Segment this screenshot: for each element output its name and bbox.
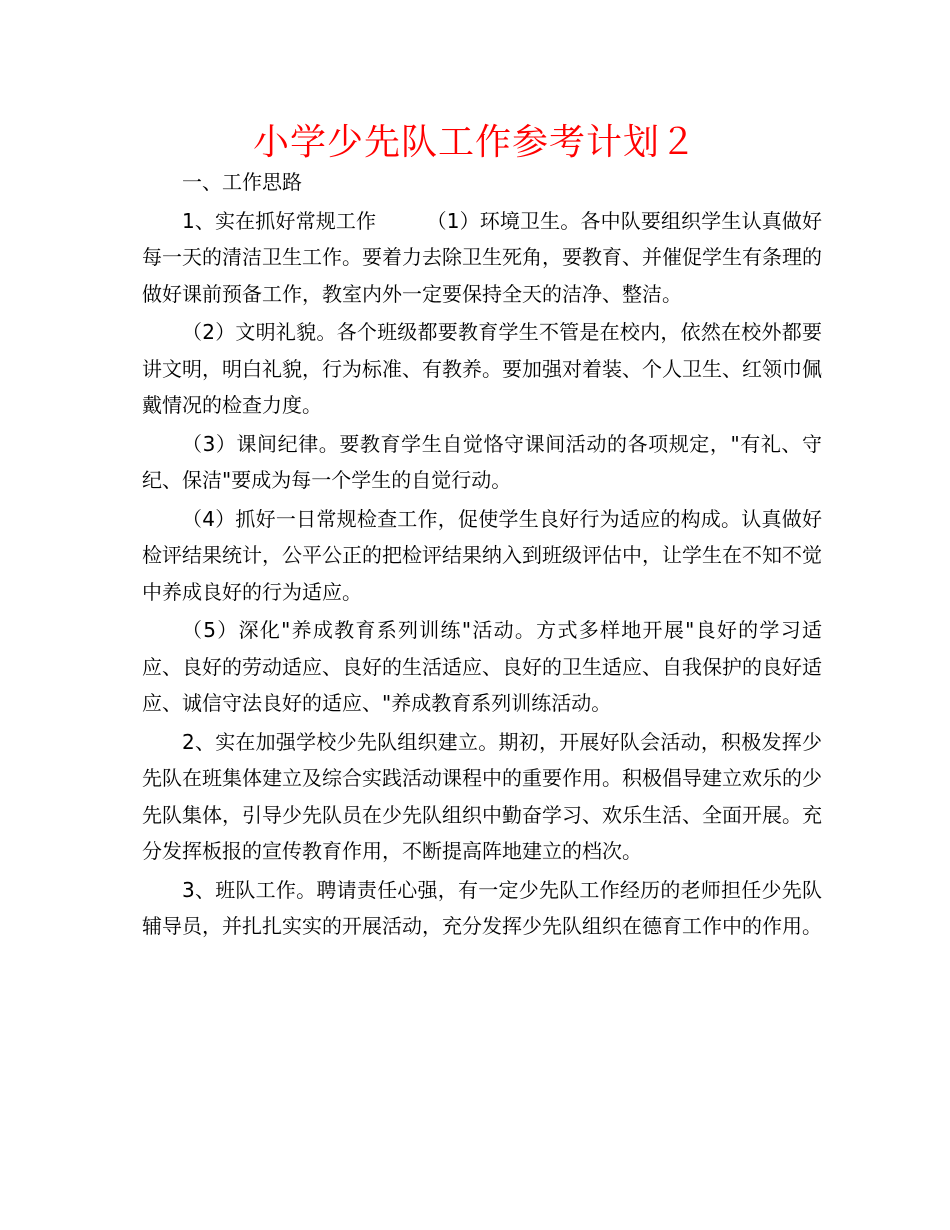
document-title: 小学少先队工作参考计划２ [252,122,697,163]
paragraph-break-discipline: （3）课间纪律。要教育学生自觉恪守课间活动的各项规定，"有礼、守纪、保洁"要成为每一个学生的自觉行动。 [142,431,822,492]
document-body [142,164,822,945]
paragraph-daily-inspection: （4）抓好一日常规检查工作，促使学生良好行为适应的构成。认真做好检评结果统计，公平公正的把检评结果纳入到班级评估中，让学生在不知不觉中养成良好的行为适应。 [142,506,822,604]
section-heading-work-approach: 一、工作思路 [182,170,302,194]
paragraph-organization-building: 2、实在加强学校少先队组织建立。期初，开展好队会活动，积极发挥少先队在班集体建立及综合实践活动课程中的重要作用。积极倡导建立欢乐的少先队集体，引导少先队员在少先队组织中勤奋学习、欢乐生活、全面开展。充分发挥板报的宣传教育作用，不断提高阵地建立的档次。 [142,729,822,863]
paragraph-habit-training: （5）深化"养成教育系列训练"活动。方式多样地开展"良好的学习适应、良好的劳动适应、良好的生活适应、良好的卫生适应、自我保护的良好适应、诚信守法良好的适应、"养成教育系列训练活动。 [142,618,822,715]
paragraph-routine-work: 1、实在抓好常规工作 （1）环境卫生。各中队要组织学生认真做好每一天的清洁卫生工作。要着力去除卫生死角，要教育、并催促学生有条理的做好课前预备工作，教室内外一定要保持全天的洁净、整洁。 [142,208,822,306]
paragraph-civility: （2）文明礼貌。各个班级都要教育学生不管是在校内，依然在校外都要讲文明，明白礼貌，行为标准、有教养。要加强对着装、个人卫生、红领巾佩戴情况的检查力度。 [142,320,822,417]
paragraph-class-team-work: 3、班队工作。聘请责任心强，有一定少先队工作经历的老师担任少先队辅导员，并扎扎实实的开展活动，充分发挥少先队组织在德育工作中的作用。 [142,877,822,938]
